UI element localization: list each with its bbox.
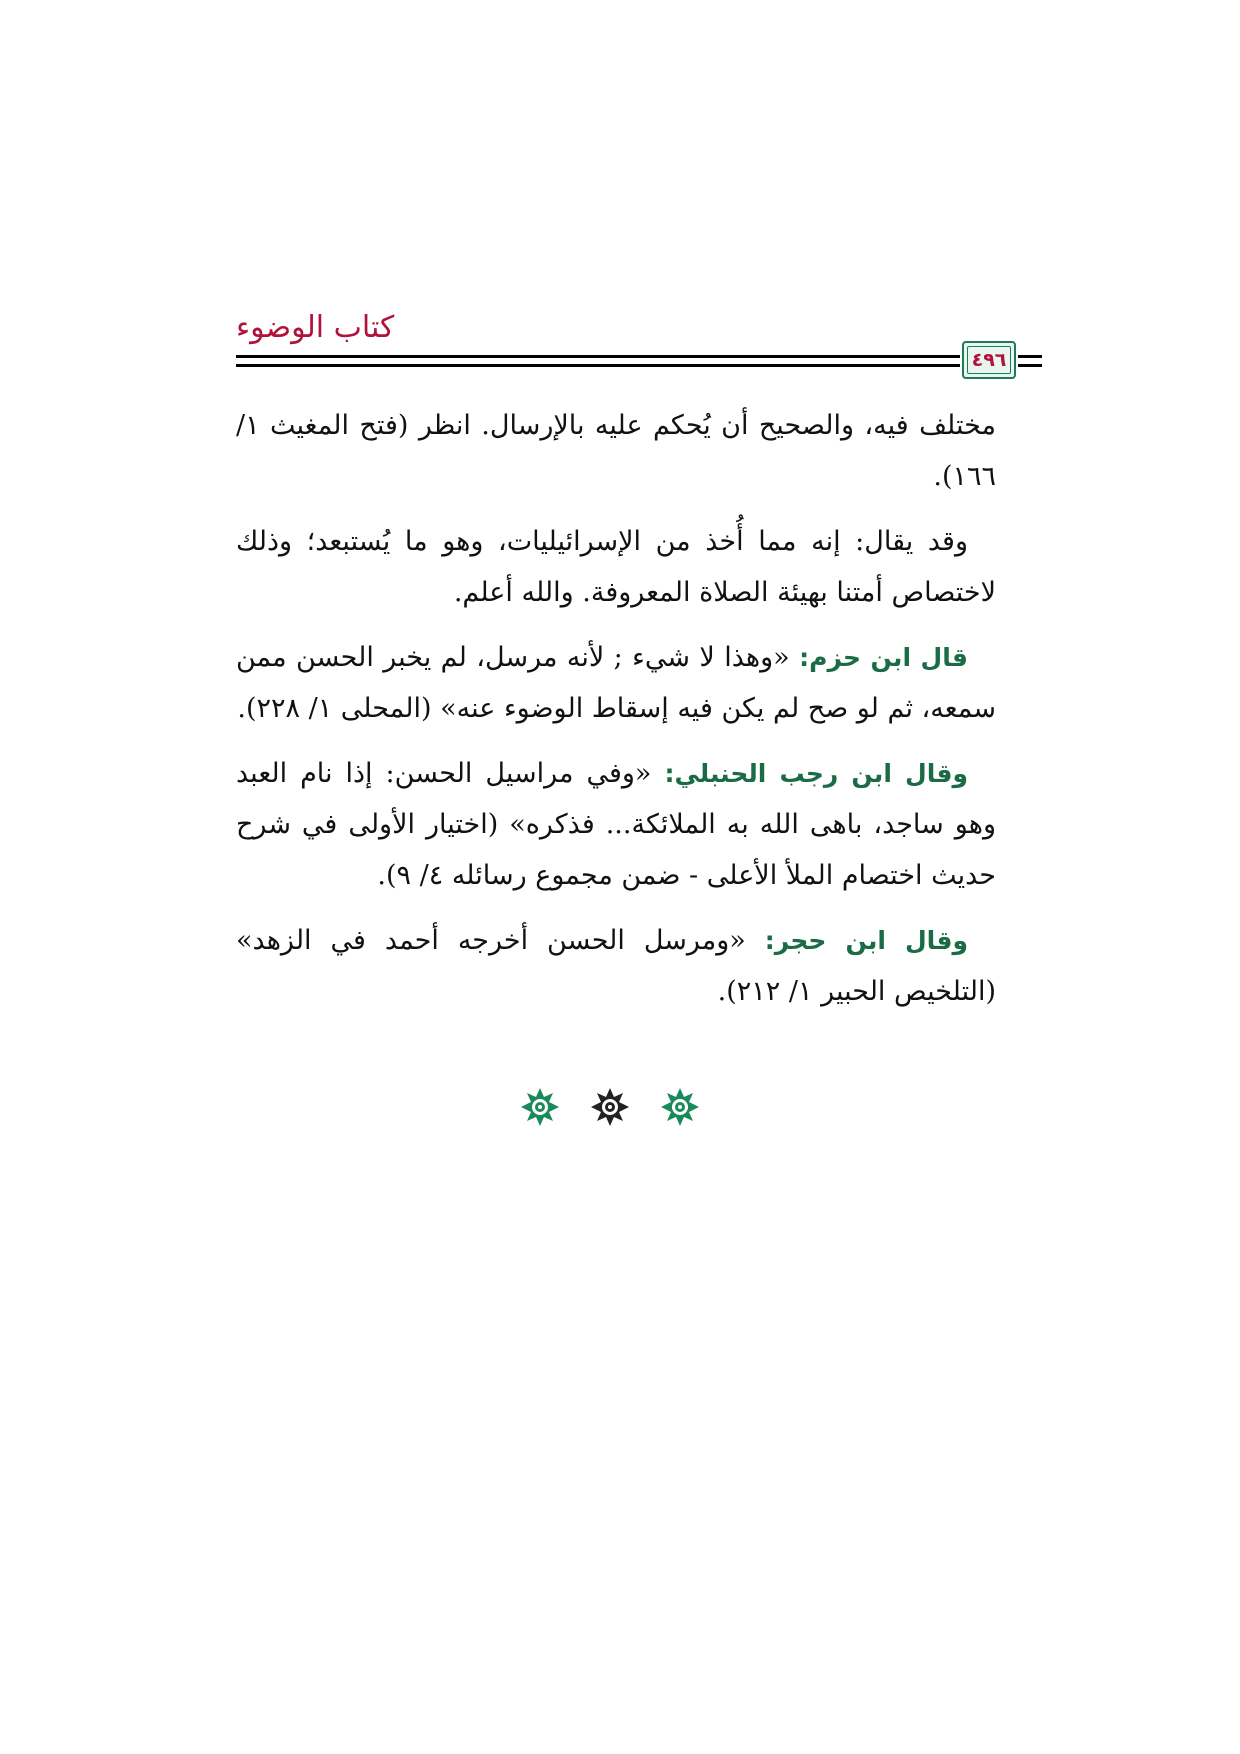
page-number: ٤٩٦ (971, 349, 1007, 371)
quote-text: «وهذا لا شيء ; لأنه مرسل، لم يخبر الحسن ممن سمعه، ثم لو صح لم يكن فيه إسقاط الوضوء عنه» (المحلى ١/ ٢٢٨). (236, 642, 996, 724)
section-end-ornaments (520, 1087, 700, 1127)
page-body (236, 400, 996, 1031)
header-rule-right-bottom (1018, 364, 1042, 367)
quote-paragraph (236, 915, 996, 1017)
page-number-frame (962, 341, 1016, 379)
header-rule-right-top (1018, 355, 1042, 358)
speaker-label: وقال ابن رجب الحنبلي: (664, 759, 968, 788)
star-flower-ornament-icon (660, 1087, 700, 1127)
paragraph-text: وقد يقال: إنه مما أُخذ من الإسرائيليات، وهو ما يُستبعد؛ وذلك لاختصاص أمتنا بهيئة الصلاة المعروفة. والله أعلم. (236, 526, 996, 608)
paragraph (236, 400, 996, 502)
quote-text: «ومرسل الحسن أخرجه أحمد في الزهد» (التلخيص الحبير ١/ ٢١٢). (236, 925, 996, 1007)
speaker-label: وقال ابن حجر: (764, 926, 968, 955)
header-rule-bottom (236, 364, 960, 367)
header-rule-top (236, 355, 960, 358)
speaker-label: قال ابن حزم: (799, 643, 968, 672)
quote-paragraph (236, 748, 996, 901)
paragraph (236, 516, 996, 618)
quote-text: «وفي مراسيل الحسن: إذا نام العبد وهو ساجد، باهى الله به الملائكة... فذكره» (اختيار الأولى في شرح حديث اختصام الملأ الأعلى - ضمن مجموع رسائله ٤/ ٩). (236, 758, 996, 891)
paragraph-text: مختلف فيه، والصحيح أن يُحكم عليه بالإرسال. انظر (فتح المغيث ١/ ١٦٦). (236, 410, 996, 492)
star-flower-ornament-icon (520, 1087, 560, 1127)
star-flower-ornament-icon (590, 1087, 630, 1127)
quote-paragraph (236, 632, 996, 734)
book-title: كتاب الوضوء (236, 310, 395, 345)
